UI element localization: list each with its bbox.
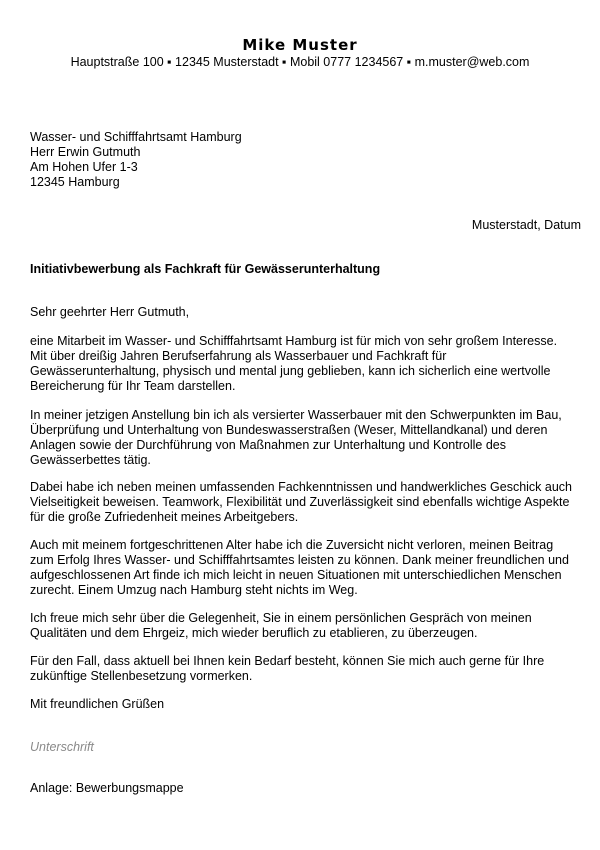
letter-date: Musterstadt, Datum [471,218,581,232]
sender-contact-line: Hauptstraße 100 ▪ 12345 Musterstadt ▪ Mobil 0777 1234567 ▪ m.muster@web.com [70,55,530,69]
body-paragraph [30,334,582,394]
body-paragraph [30,611,582,641]
paragraph-line: Mit über dreißig Jahren Berufserfahrung als Wasserbauer und Fachkraft für [30,349,447,363]
body-paragraph [30,408,582,468]
paragraph-line: Dabei habe ich neben meinen umfassenden Fachkenntnissen und handwerkliches Geschick auch [30,480,573,494]
paragraph-line: aufgeschlossenen Art finde ich mich leicht in neuen Situationen mit unterschiedlichen Menschen [30,568,562,582]
letter-subject: Initiativbewerbung als Fachkraft für Gewässerunterhaltung [30,262,381,276]
paragraph-line: Gewässerbettes tätig. [30,453,151,467]
paragraph-line: Gewässerunterhaltung, physisch und mental jung geblieben, kann ich sicherlich eine wertvolle [30,364,551,378]
paragraph-line: In meiner jetzigen Anstellung bin ich als versierter Wasserbauer mit den Schwerpunkten im Bau, [30,408,562,422]
attachment-note: Anlage: Bewerbungsmappe [30,781,184,795]
recipient-address [30,130,582,190]
paragraph-line: Anlagen sowie der Durchführung von Maßnahmen zur Unterhaltung und Kontrolle des [30,438,506,452]
recipient-line: 12345 Hamburg [30,175,120,189]
recipient-line: Am Hohen Ufer 1-3 [30,160,138,174]
paragraph-line: Für den Fall, dass aktuell bei Ihnen kein Bedarf besteht, können Sie mich auch gerne für Ihre [30,654,545,668]
paragraph-line: Bereicherung für Ihr Team darstellen. [30,379,236,393]
signature-placeholder: Unterschrift [30,740,94,754]
paragraph-line: Vielseitigkeit beweisen. Teamwork, Flexibilität und Zuverlässigkeit sind ebenfalls wichtige Aspekte [30,495,570,509]
paragraph-line: Qualitäten und dem Ehrgeiz, mich wieder beruflich zu etablieren, zu überzeugen. [30,626,478,640]
body-paragraph [30,480,582,525]
paragraph-line: zurecht. Einem Umzug nach Hamburg steht nichts im Weg. [30,583,358,597]
paragraph-line: zum Erfolg Ihres Wasser- und Schifffahrtsamtes leisten zu können. Dank meiner freundlichen und [30,553,569,567]
recipient-line: Wasser- und Schifffahrtsamt Hamburg [30,130,242,144]
letter-closing: Mit freundlichen Grüßen [30,697,165,711]
letter-salutation: Sehr geehrter Herr Gutmuth, [30,305,190,319]
body-paragraph [30,654,582,684]
paragraph-line: eine Mitarbeit im Wasser- und Schifffahrtsamt Hamburg ist für mich von sehr großem Interesse. [30,334,558,348]
paragraph-line: Auch mit meinem fortgeschrittenen Alter habe ich die Zuversicht nicht verloren, meinen Beitrag [30,538,554,552]
body-paragraph [30,538,582,598]
paragraph-line: für die große Zufriedenheit meines Arbeitgebers. [30,510,299,524]
paragraph-line: Überprüfung und Unterhaltung von Bundeswasserstraßen (Weser, Mittellandkanal) und deren [30,423,548,437]
recipient-line: Herr Erwin Gutmuth [30,145,141,159]
sender-name: Mike Muster [242,36,358,54]
paragraph-line: zukünftige Stellenbesetzung vormerken. [30,669,253,683]
paragraph-line: Ich freue mich sehr über die Gelegenheit, Sie in einem persönlichen Gespräch von meinen [30,611,532,625]
